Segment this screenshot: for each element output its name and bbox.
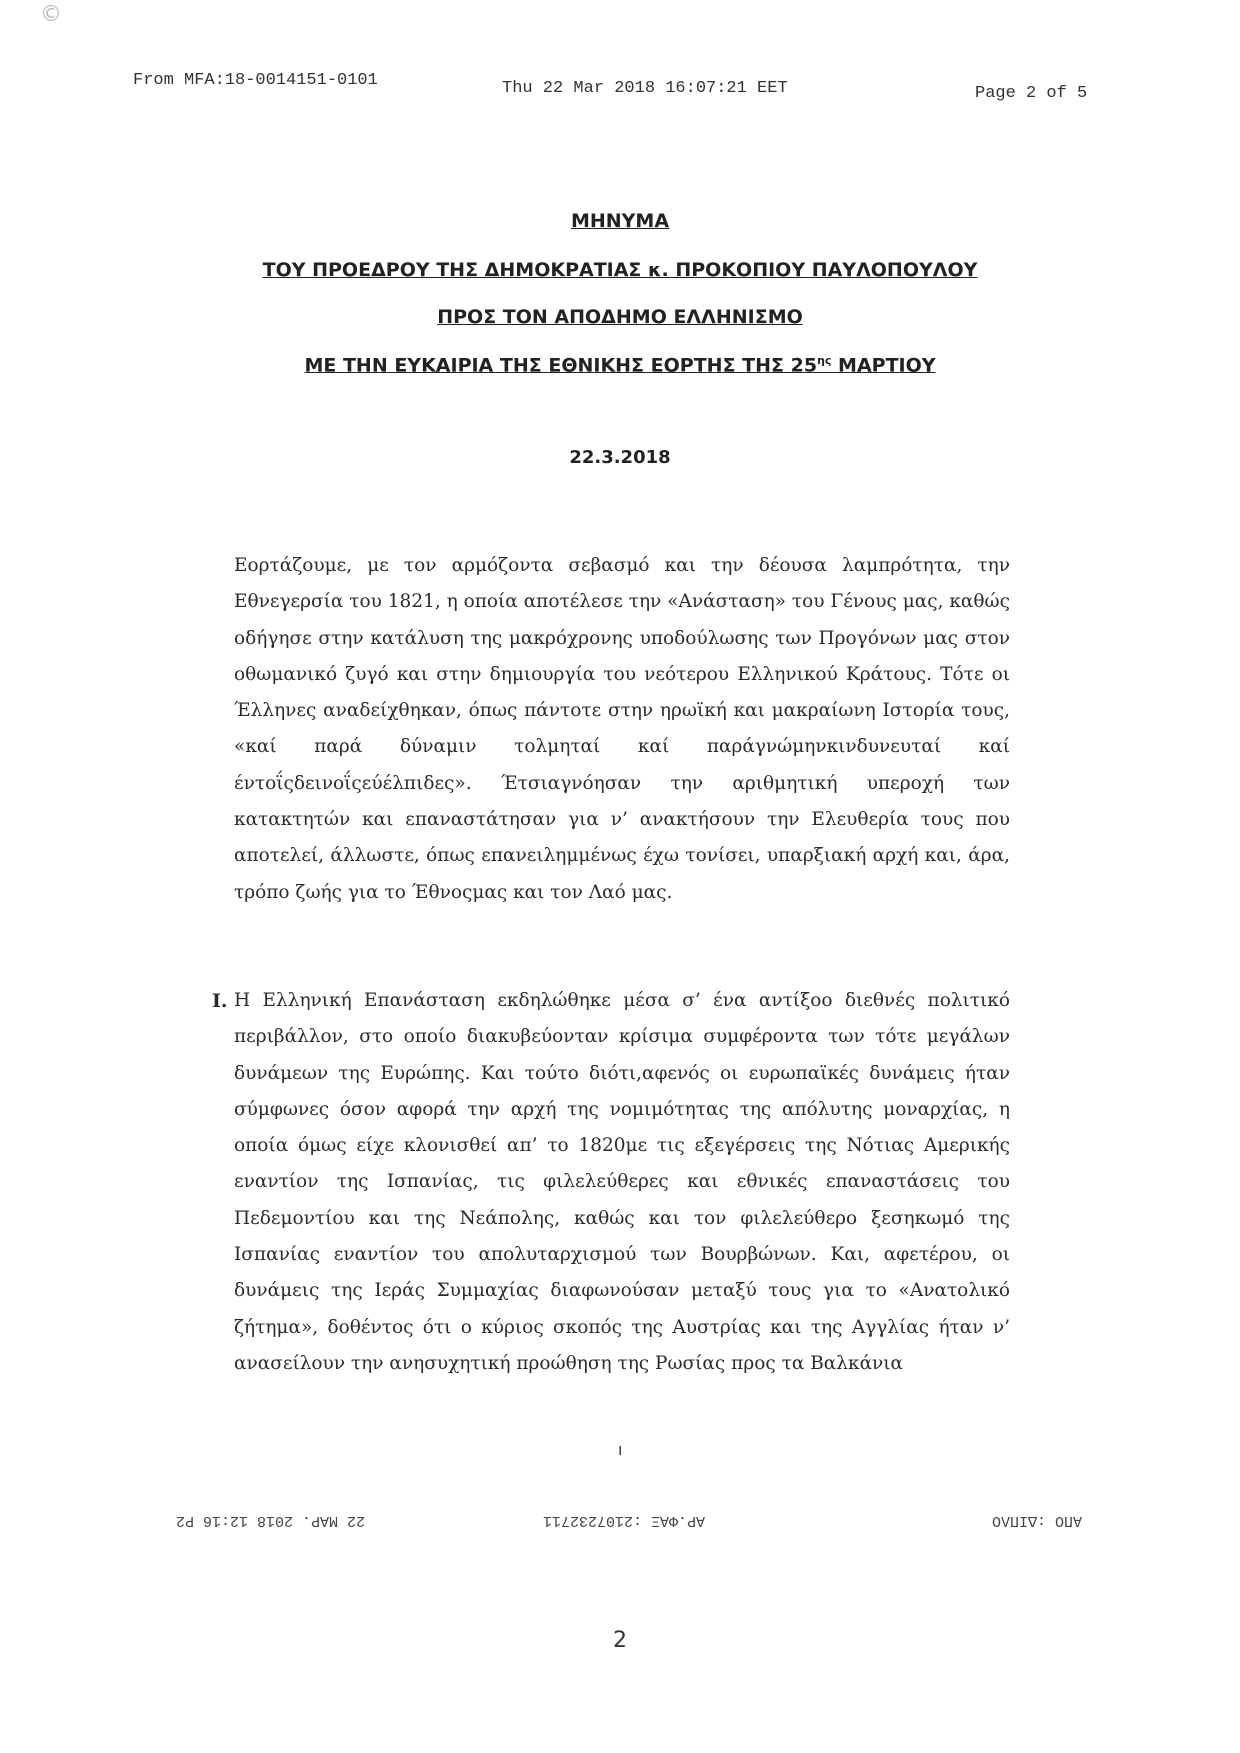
title-line-3: ΠΡΟΣ ΤΟΝ ΑΠΟΔΗΜΟ ΕΛΛΗΝΙΣΜΟ: [437, 306, 803, 328]
bottom-fax-number-reversed: ΑΡ.ΦΑΞ :2107232711: [543, 1512, 706, 1529]
title-line-4-superscript: ης: [817, 354, 832, 367]
title-line-4-end: ΜΑΡΤΙΟΥ: [831, 354, 936, 377]
section-paragraph: Η Ελληνική Επανάσταση εκδηλώθηκε μέσα σ’ ένα αντίξοο διεθνές πολιτικό περιβάλλον, στο οποίο διακυβεύονταν κρίσιμα συμφέροντα των τότε μεγάλων δυνάμεων της Ευρώπης. Και τούτο διότι,αφενός οι ευρωπαϊκές δυνάμεις ήταν σύμφωνες όσον αφορά την αρχή της νομιμότητας της απόλυτης μοναρχίας, η οποία όμως είχε κλονισθεί απ’ το 1820με τις εξεγέρσεις της Νότιας Αμερικής εναντίον της Ισπανίας, τις φιλελεύθερες και εθνικές επαναστάσεις του Πεδεμοντίου και της Νεάπολης, καθώς και τον φιλελεύθερο ξεσηκωμό της Ισπανίας εναντίον του απολυταρχισμού των Βουρβώνων. Και, αφετέρου, οι δυνάμεις της Ιεράς Συμμαχίας διαφωνούσαν μεταξύ τους για το «Ανατολικό ζήτημα», δοθέντος ότι ο κύριος σκοπός της Αυστρίας και της Αγγλίας ήταν ν’ ανασείλουν την ανησυχητική προώθηση της Ρωσίας προς τα Βαλκάνια: [234, 990, 1010, 1374]
title-line-1: ΜΗΝΥΜΑ: [570, 210, 670, 232]
bottom-fax-datetime-reversed: 22 ΜΑΡ. 2018 12:16 Ρ2: [176, 1512, 366, 1529]
intro-paragraph: Εορτάζουμε, με τον αρμόζοντα σεβασμό και την δέουσα λαμπρότητα, την Εθνεγερσία του 1821, η οποία αποτέλεσε την «Ανάσταση» του Γένους μας, καθώς οδήγησε στην κατάλυση της μακρόχρονης υποδούλωσης των Προγόνων μας στον οθωμανικό ζυγό και στην δημιουργία του νεότερου Ελληνικού Κράτους. Τότε οι Έλληνες αναδείχθηκαν, όπως πάντοτε στην ηρωϊκή και μακραίωνη Ιστορία τους, «καί παρά δύναμιν τολμηταί καί παράγνώμηνκινδυνευταί καί έντοΐςδεινοΐςεύέλπιδες». Έτσιαγνόησαν την αριθμητική υπεροχή των κατακτητών και επαναστάτησαν για ν’ ανακτήσουν την Ελευθερία τους που αποτελεί, άλλωστε, όπως επανειλημμένως έχω τονίσει, υπαρξιακή αρχή και, άρα, τρόπο ζωής για το Έθνοςμας και τον Λαό μας.: [234, 555, 1010, 903]
title-line-4-main: ΜΕ ΤΗΝ ΕΥΚΑΙΡΙΑ ΤΗΣ ΕΘΝΙΚΗΣ ΕΟΡΤΗΣ ΤΗΣ 25: [304, 354, 818, 377]
page-number: 2: [613, 1628, 627, 1653]
center-mark: ı: [618, 1440, 623, 1459]
corner-scan-mark: ©: [40, 2, 62, 27]
title-line-4: [0, 354, 1240, 376]
section-number: I.: [212, 990, 228, 1012]
title-line-2: ΤΟΥ ΠΡΟΕΔΡΟΥ ΤΗΣ ΔΗΜΟΚΡΑΤΙΑΣ κ. ΠΡΟΚΟΠΙΟΥ ΠΑΥΛΟΠΟΥΛΟΥ: [262, 259, 978, 281]
fax-header-datetime: Thu 22 Mar 2018 16:07:21 EET: [502, 79, 788, 98]
fax-header-page: Page 2 of 5: [975, 84, 1088, 103]
bottom-fax-from-reversed: ΑΠΟ :ΔΙΠΛΟ: [992, 1512, 1083, 1529]
message-date: 22.3.2018: [569, 447, 671, 468]
fax-header-from: From MFA:18-0014151-0101: [133, 71, 378, 90]
